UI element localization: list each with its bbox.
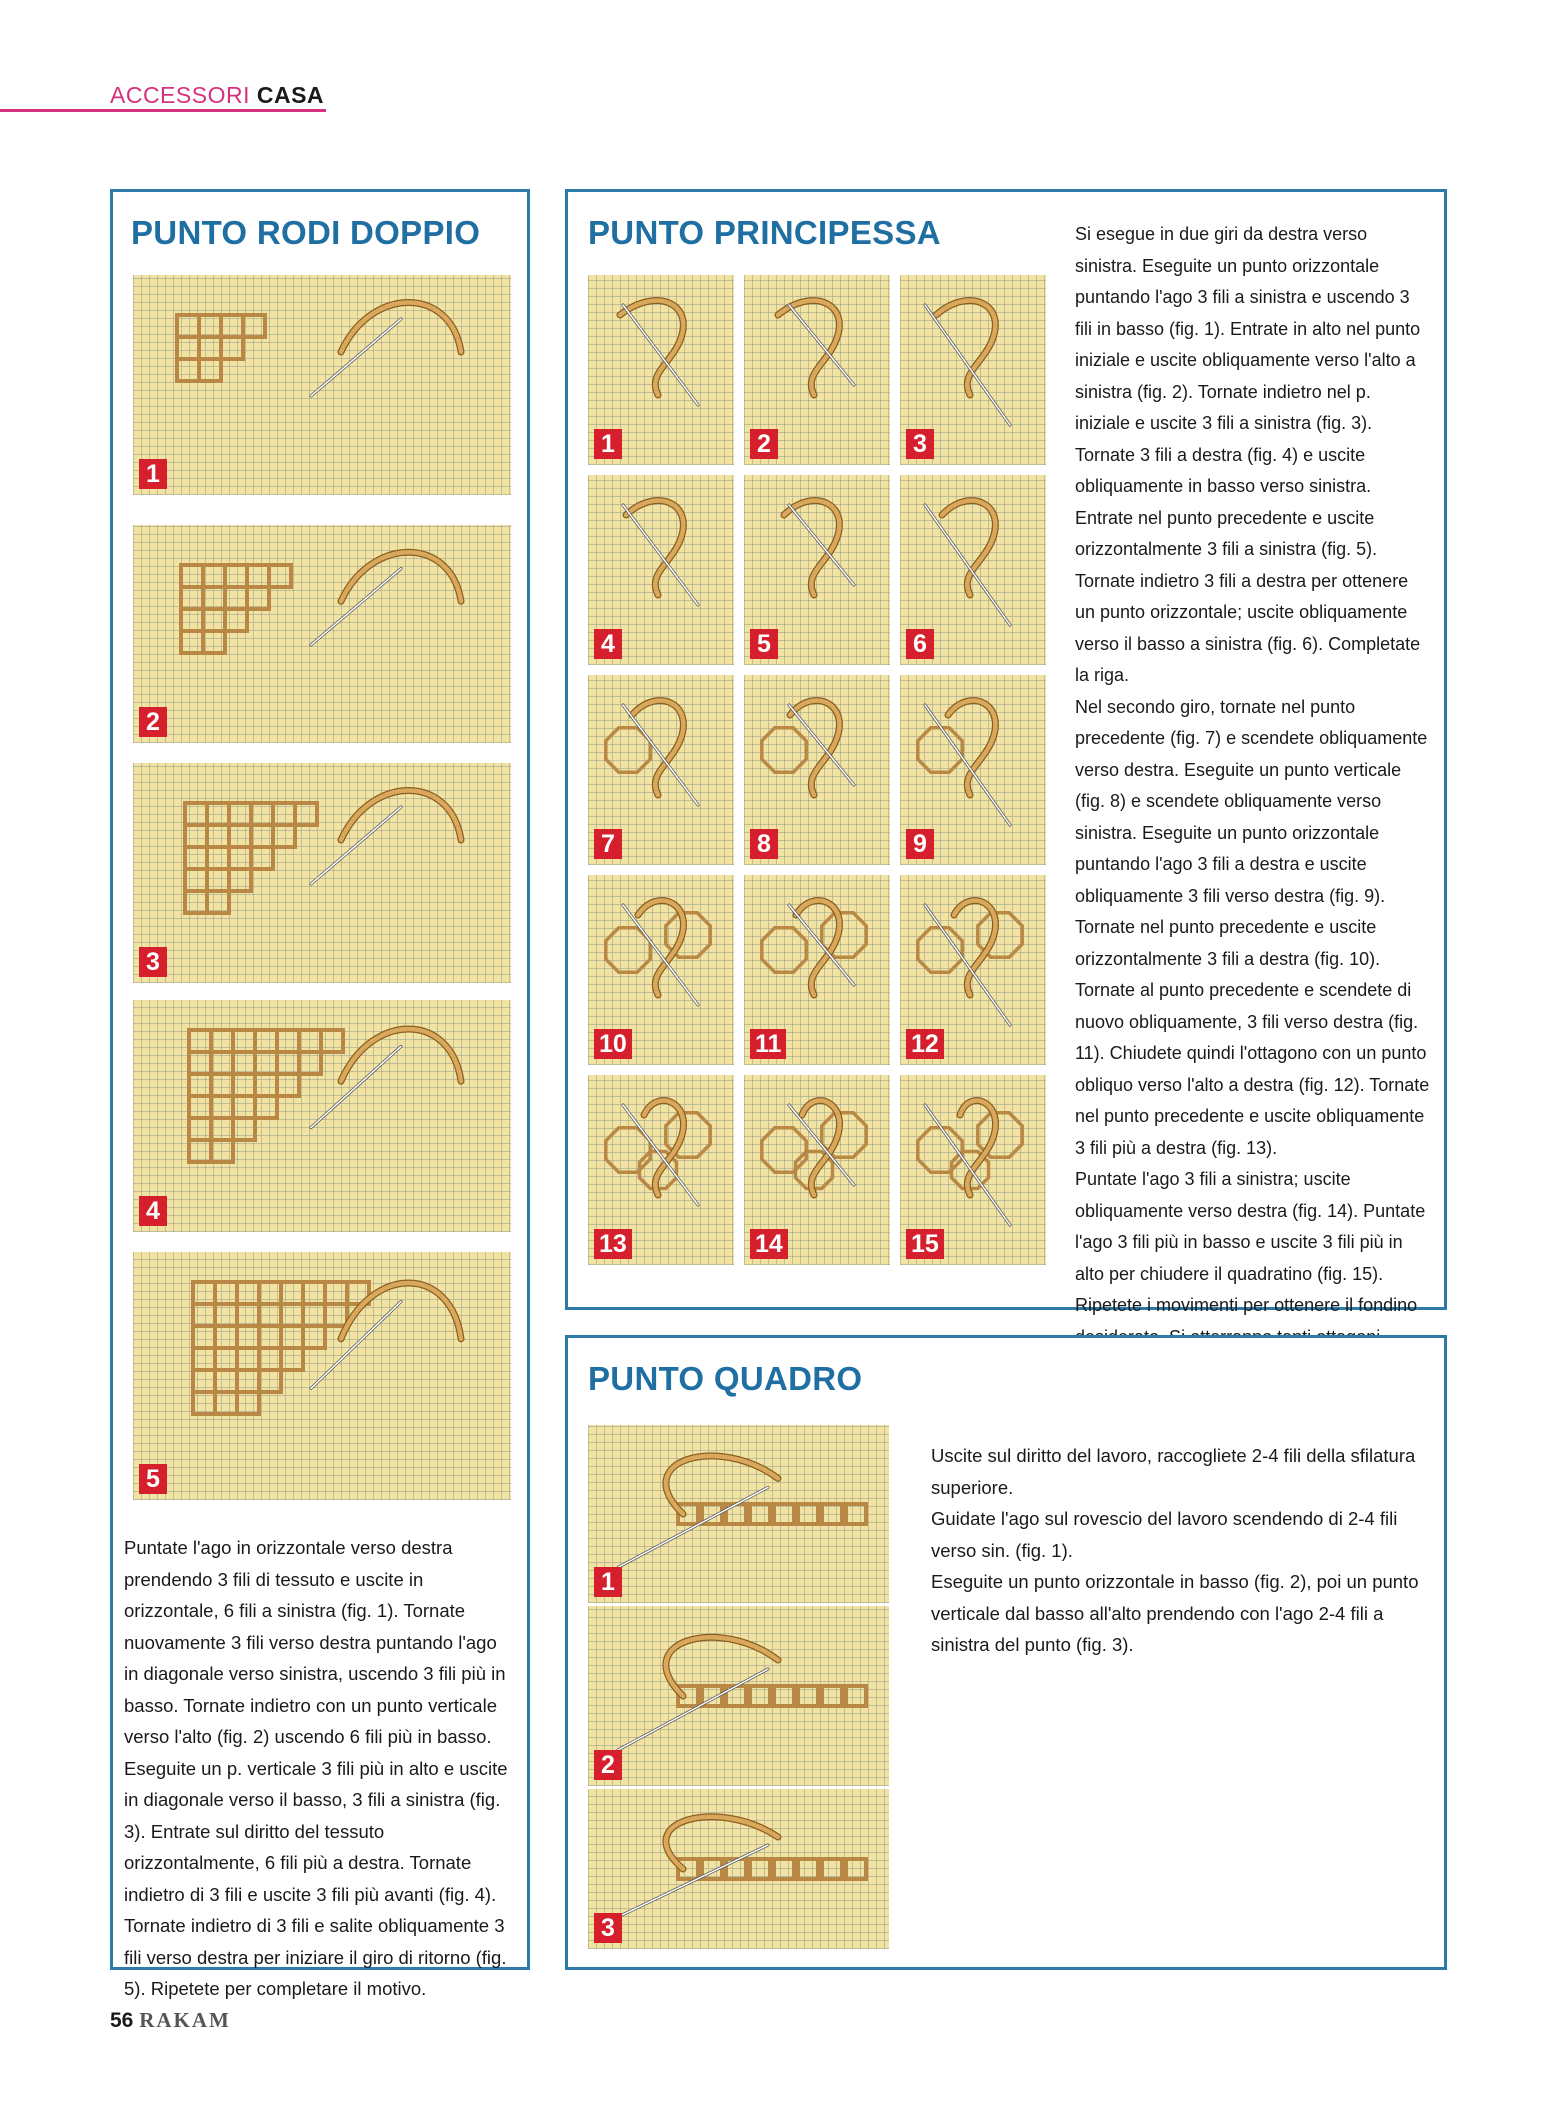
subsection-label: CASA bbox=[256, 82, 325, 108]
principessa-box bbox=[565, 189, 1447, 1315]
rodi-figure-3 bbox=[133, 763, 511, 983]
rodi-box bbox=[110, 189, 530, 1999]
section-header bbox=[110, 82, 324, 109]
figure-number: 4 bbox=[594, 629, 622, 659]
figure-number: 2 bbox=[594, 1750, 622, 1780]
footer bbox=[110, 2008, 231, 2033]
quadro-paragraph: Uscite sul diritto del lavoro, raccogliete 2-4 fili della sfilatura superiore. bbox=[931, 1445, 1416, 1498]
principessa-figure-2 bbox=[744, 275, 890, 465]
principessa-figure-7 bbox=[588, 675, 734, 865]
figure-number: 13 bbox=[594, 1229, 632, 1259]
principessa-figure-5 bbox=[744, 475, 890, 665]
principessa-figure-10 bbox=[588, 875, 734, 1065]
figure-number: 3 bbox=[594, 1913, 622, 1943]
magazine-name: RAKAM bbox=[139, 2008, 231, 2032]
principessa-figure-8 bbox=[744, 675, 890, 865]
rodi-stitch-drawing bbox=[133, 275, 511, 495]
figure-number: 3 bbox=[906, 429, 934, 459]
figure-number: 10 bbox=[594, 1029, 632, 1059]
figure-number: 8 bbox=[750, 829, 778, 859]
rodi-figure-1 bbox=[133, 275, 511, 495]
figure-number: 11 bbox=[750, 1029, 786, 1059]
principessa-text bbox=[1075, 219, 1430, 1416]
rodi-figure-2 bbox=[133, 525, 511, 743]
figure-number: 3 bbox=[139, 947, 167, 977]
figure-number: 9 bbox=[906, 829, 934, 859]
figure-number: 15 bbox=[906, 1229, 944, 1259]
rodi-title: PUNTO RODI DOPPIO bbox=[131, 214, 481, 251]
principessa-paragraph: Puntate l'ago 3 fili a sinistra; uscite obliquamente verso destra (fig. 14). Puntate l'ago 3 fili più in basso e uscite 3 fili più in alto per chiudere il quadratino (fig. 15). bbox=[1075, 1169, 1426, 1284]
figure-number: 5 bbox=[139, 1464, 167, 1494]
quadro-figure-3 bbox=[588, 1789, 889, 1949]
principessa-paragraph: Si esegue in due giri da destra verso sinistra. Eseguite un punto orizzontale puntando l'ago 3 fili a sinistra e uscendo 3 fili in basso (fig. 1). Entrate in alto nel punto iniziale e uscite obliquamente verso l'alto a sinistra (fig. 2). Tornate indietro nel p. iniziale e uscite 3 fili a sinistra (fig. 3). Tornate 3 fili a destra (fig. 4) e uscite obliquamente in basso verso sinistra. Entrate nel punto precedente e uscite orizzontalmente 3 fili a sinistra (fig. 5). Tornate indietro 3 fili a destra per ottenere un punto orizzontale; uscite obliquamente verso il basso a sinistra (fig. 6). Completate la riga. bbox=[1075, 224, 1421, 685]
rodi-figure-5 bbox=[133, 1252, 511, 1500]
quadro-stitch-drawing bbox=[588, 1606, 889, 1786]
principessa-paragraph: Ripetete i movimenti per ottenere il fondino bbox=[1075, 1295, 1418, 1315]
quadro-figure-1 bbox=[588, 1425, 889, 1603]
rodi-stitch-drawing bbox=[133, 1252, 511, 1500]
rodi-figure-4 bbox=[133, 1000, 511, 1232]
principessa-title: PUNTO PRINCIPESSA bbox=[588, 214, 941, 251]
rodi-stitch-drawing bbox=[133, 763, 511, 983]
principessa-figure-9 bbox=[900, 675, 1046, 865]
figure-number: 5 bbox=[750, 629, 778, 659]
figure-number: 1 bbox=[594, 429, 622, 459]
rodi-paragraph: Puntate l'ago in orizzontale verso destra prendendo 3 fili di tessuto e uscite in orizzontale, 6 fili a sinistra (fig. 1). Tornate nuovamente 3 fili verso destra puntando l'ago in diagonale verso sinistra, uscendo 3 fili più in basso. Tornate indietro con un punto verticale verso l'alto (fig. 2) uscendo 6 fili più in basso. Eseguite un p. verticale 3 fili più in alto e uscite in diagonale verso il basso, 3 fili a sinistra (fig. 3). Entrate sul diritto del tessuto orizzontalmente, 6 fili più a destra. Tornate indietro di 3 fili e uscite 3 fili più avanti (fig. 4). Tornate indietro di 3 fili e salite obliquamente 3 fili verso destra per iniziare il giro di ritorno (fig. 5). Ripetete per completare il motivo. bbox=[124, 1537, 508, 1999]
figure-number: 1 bbox=[594, 1567, 622, 1597]
principessa-paragraph: Nel secondo giro, tornate nel punto precedente (fig. 7) e scendete obliquamente verso destra. Eseguite un punto verticale (fig. 8) e scendete obliquamente verso sinistra. Eseguite un punto orizzontale puntando l'ago 3 fili a destra e uscite obliquamente 3 fili verso destra (fig. 9). Tornate nel punto precedente e uscite orizzontalmente 3 fili a destra (fig. 10). Tornate al punto precedente e scendete di nuovo obliquamente, 3 fili verso destra (fig. 11). Chiudete quindi l'ottagono con un punto obliquo verso l'alto a destra (fig. 12). Tornate nel punto precedente e uscite obliquamente 3 fili più a destra (fig. 13). bbox=[1075, 696, 1430, 1158]
figure-number: 2 bbox=[139, 707, 167, 737]
figure-number: 7 bbox=[594, 829, 622, 859]
quadro-title: PUNTO QUADRO bbox=[588, 1360, 863, 1397]
figure-number: 14 bbox=[750, 1229, 788, 1259]
principessa-figure-13 bbox=[588, 1075, 734, 1265]
figure-number: 12 bbox=[906, 1029, 944, 1059]
principessa-figure-6 bbox=[900, 475, 1046, 665]
rodi-text bbox=[124, 1532, 516, 2005]
principessa-figure-11 bbox=[744, 875, 890, 1065]
figure-number: 6 bbox=[906, 629, 934, 659]
principessa-figure-3 bbox=[900, 275, 1046, 465]
figure-number: 2 bbox=[750, 429, 778, 459]
principessa-figure-14 bbox=[744, 1075, 890, 1265]
principessa-figure-1 bbox=[588, 275, 734, 465]
quadro-figure-2 bbox=[588, 1606, 889, 1786]
quadro-paragraph: Eseguite un punto orizzontale in basso (fig. 2), poi un punto verticale dal basso all'alto prendendo con l'ago 2-4 fili a sinistra del punto (fig. 3). bbox=[931, 1571, 1419, 1655]
principessa-figure-4 bbox=[588, 475, 734, 665]
principessa-figure-12 bbox=[900, 875, 1046, 1065]
principessa-figure-15 bbox=[900, 1075, 1046, 1265]
rodi-stitch-drawing bbox=[133, 525, 511, 743]
quadro-box bbox=[565, 1335, 1447, 1970]
quadro-stitch-drawing bbox=[588, 1425, 889, 1603]
page-number: 56 bbox=[110, 2009, 134, 2032]
quadro-text bbox=[931, 1440, 1431, 1661]
figure-number: 4 bbox=[139, 1196, 167, 1226]
header-rule bbox=[0, 109, 326, 112]
section-label: ACCESSORI bbox=[110, 82, 250, 108]
rodi-stitch-drawing bbox=[133, 1000, 511, 1232]
principessa-figure-grid bbox=[588, 275, 1046, 1275]
figure-number: 1 bbox=[139, 459, 167, 489]
quadro-stitch-drawing bbox=[588, 1789, 889, 1949]
quadro-paragraph: Guidate l'ago sul rovescio del lavoro scendendo di 2-4 fili verso sin. (fig. 1). bbox=[931, 1508, 1398, 1561]
